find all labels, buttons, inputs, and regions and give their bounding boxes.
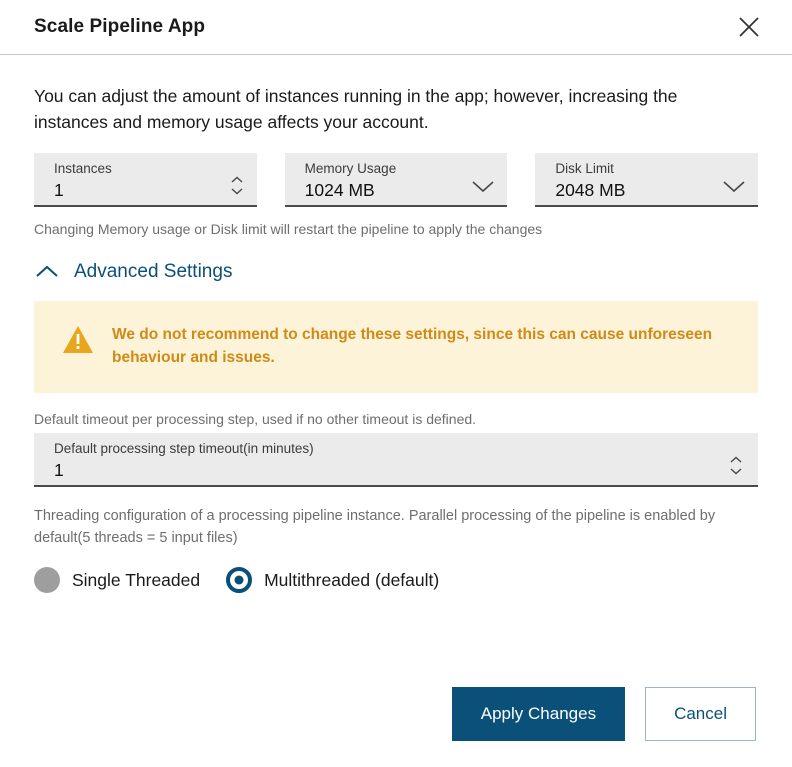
dialog-header	[0, 0, 792, 55]
instances-field-texts	[54, 160, 112, 202]
chevron-up-icon	[34, 259, 60, 285]
memory-usage-label: Memory Usage	[304, 161, 397, 176]
radio-single-threaded-label: Single Threaded	[72, 569, 201, 590]
radio-unselected-icon	[34, 567, 60, 593]
close-icon[interactable]	[734, 12, 764, 42]
restart-hint: Changing Memory usage or Disk limit will restart the pipeline to apply the changes	[34, 221, 543, 237]
page-title: Scale Pipeline App	[34, 16, 206, 37]
memory-usage-field-texts	[305, 160, 397, 202]
chevron-down-icon[interactable]	[720, 177, 748, 195]
timeout-stepper-icon[interactable]	[726, 453, 746, 479]
instances-value: 1	[54, 180, 64, 200]
threading-radio-group	[34, 567, 758, 593]
timeout-value: 1	[54, 460, 64, 480]
disk-limit-field[interactable]	[535, 153, 758, 207]
timeout-field-texts	[54, 440, 314, 482]
timeout-field[interactable]	[34, 433, 758, 487]
memory-usage-value: 1024 MB	[304, 180, 375, 200]
dialog-body	[0, 55, 792, 675]
instances-label: Instances	[54, 161, 112, 176]
apply-changes-button[interactable]: Apply Changes	[452, 687, 625, 741]
threading-description: Threading configuration of a processing pipeline instance. Parallel processing of the pipeline is enabled by default(5 threads = 5 input files)	[34, 508, 716, 546]
memory-usage-field[interactable]	[285, 153, 508, 207]
disk-limit-value: 2048 MB	[555, 180, 626, 200]
radio-multithreaded-label: Multithreaded (default)	[264, 569, 440, 590]
advanced-warning-text: We do not recommend to change these settings, since this can cause unforeseen behaviour and issues.	[112, 326, 713, 366]
warning-triangle-icon	[62, 325, 94, 359]
dialog-footer	[0, 675, 792, 767]
cancel-button[interactable]: Cancel	[645, 687, 756, 741]
advanced-settings-label: Advanced Settings	[74, 261, 233, 282]
radio-multithreaded[interactable]	[226, 567, 439, 593]
advanced-warning-banner	[34, 301, 758, 393]
intro-text: You can adjust the amount of instances running in the app; however, increasing the instances and memory usage affects your account.	[34, 86, 678, 132]
radio-single-threaded[interactable]	[34, 567, 200, 593]
advanced-settings-toggle[interactable]	[34, 259, 758, 285]
radio-selected-icon	[226, 567, 252, 593]
scale-fields-row	[34, 153, 758, 207]
disk-limit-label: Disk Limit	[555, 161, 614, 176]
instances-field[interactable]	[34, 153, 257, 207]
chevron-down-icon[interactable]	[469, 177, 497, 195]
instances-stepper-icon[interactable]	[227, 173, 247, 199]
timeout-description: Default timeout per processing step, used if no other timeout is defined.	[34, 411, 477, 427]
disk-limit-field-texts	[555, 160, 625, 202]
timeout-label: Default processing step timeout(in minutes)	[54, 441, 314, 456]
